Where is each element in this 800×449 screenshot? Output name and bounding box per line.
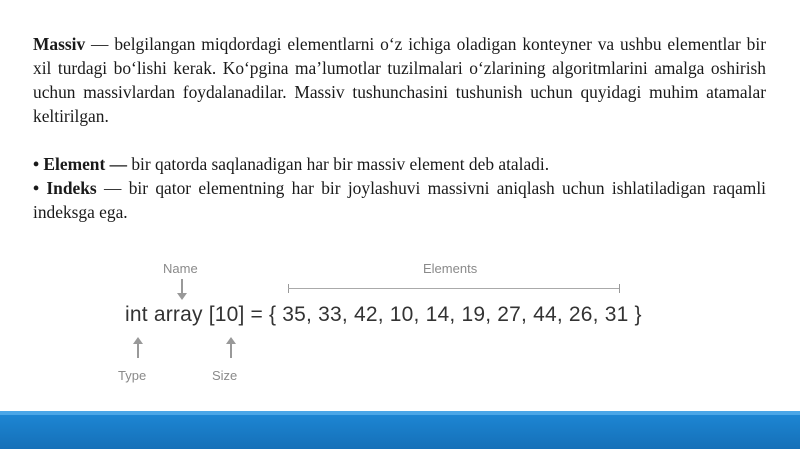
type-label: Type (118, 368, 147, 383)
bullet-index-term: • Indeks (33, 178, 97, 198)
bullet-element-text: bir qatorda saqlanadigan har bir massiv element deb ataladi. (127, 154, 550, 174)
intro-text: — belgilangan miqdordagi elementlarni o‘z ichiga oladigan konteyner va ushbu elementlar bir xil turdagi bo‘lishi kerak. Ko‘pgina ma’lumotlar tuzilmalari o‘zlarining algoritmlarini amalga oshirish uchun massivlardan foydalanadilar. Massiv tushunchasini tushunish uchun quyidagi muhim atamalar keltirilgan. (33, 34, 766, 126)
elements-bracket-icon (288, 284, 620, 294)
size-label: Size (212, 368, 238, 383)
elements-label: Elements (423, 261, 478, 276)
bullet-element (33, 152, 766, 176)
footer-highlight (0, 411, 800, 415)
array-diagram (110, 255, 650, 395)
bullet-list (33, 152, 766, 224)
name-label: Name (163, 261, 198, 276)
intro-term: Massiv (33, 34, 86, 54)
array-declaration-code: int array [10] = { 35, 33, 42, 10, 14, 19, 27, 44, 26, 31 } (125, 303, 642, 326)
bullet-element-term: • Element — (33, 154, 127, 174)
footer-bar (0, 411, 800, 449)
bullet-index (33, 176, 766, 224)
intro-paragraph (33, 32, 766, 128)
bullet-index-text: — bir qator elementning har bir joylashuvi massivni aniqlash uchun ishlatiladigan raqamli indeksga ega. (33, 178, 766, 222)
